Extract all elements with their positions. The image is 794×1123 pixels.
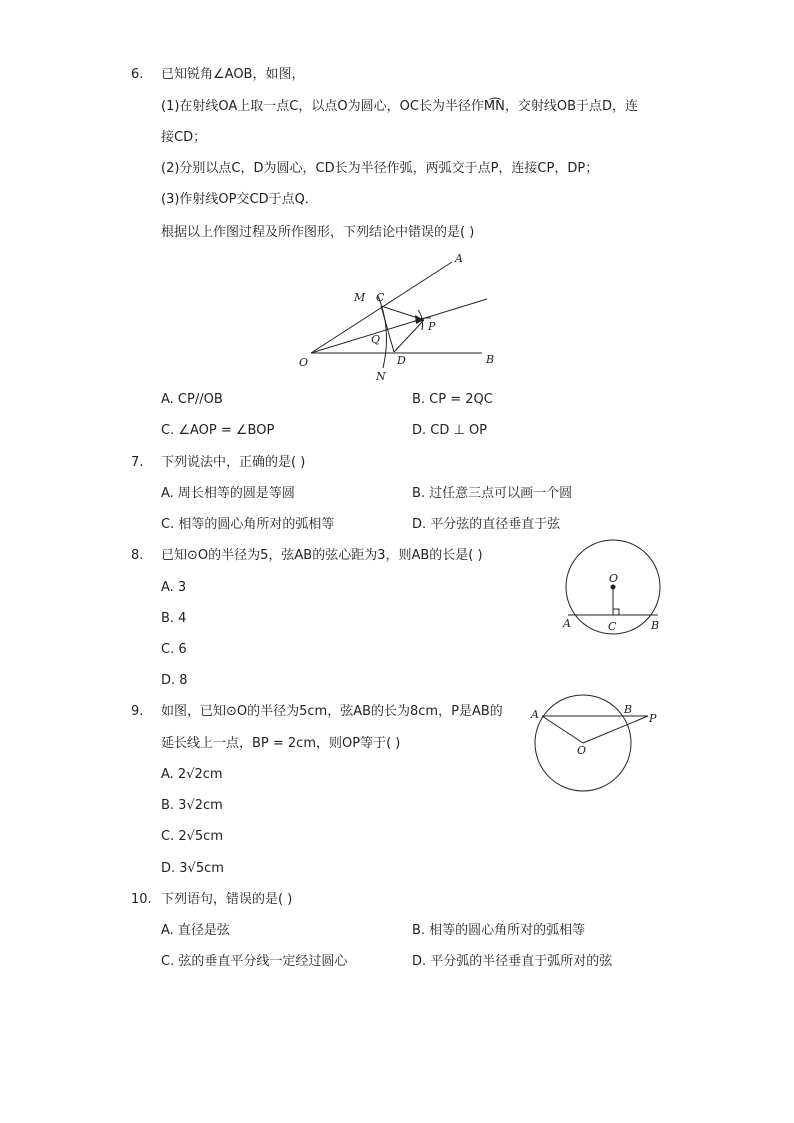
label-b: B [486,353,495,366]
label-p: P [428,320,436,333]
q8-label-c: C [608,620,617,633]
q9-option-c[interactable]: C. 2√5cm [161,829,223,844]
q10-number: 10. [131,892,152,907]
q8-label-b: B [651,619,660,632]
q8-option-c[interactable]: C. 6 [161,642,187,657]
q9-option-b[interactable]: B. 3√2cm [161,798,223,813]
q8-number: 8. [131,548,144,563]
label-m: M [354,291,366,304]
label-n: N [376,370,386,383]
q9-label-o: O [577,744,587,757]
label-o: O [299,356,309,369]
q8-stem: 已知⊙O的半径为5，弦AB的弦心距为3，则AB的长是( ) [161,548,483,563]
q9-label-p: P [649,712,657,725]
q10-option-b[interactable]: B. 相等的圆心角所对的弧相等 [412,923,586,938]
q6-option-b[interactable]: B. CP = 2QC [412,392,493,407]
q10-stem: 下列语句，错误的是( ) [161,892,293,907]
label-q: Q [371,333,381,346]
q8-option-b[interactable]: B. 4 [161,611,187,626]
q7-option-d[interactable]: D. 平分弦的直径垂直于弦 [412,517,561,532]
q6-step1-line1: (1)在射线OA上取一点C，以点O为圆心，OC长为半径作M͡N，交射线OB于点D，连 [161,99,639,114]
q7-number: 7. [131,455,144,470]
q7-option-b[interactable]: B. 过任意三点可以画一个圆 [412,486,573,501]
q6-option-c[interactable]: C. ∠AOP = ∠BOP [161,423,275,438]
q9-stem-line2: 延长线上一点，BP = 2cm，则OP等于( ) [161,736,401,751]
label-d: D [397,354,406,367]
q9-label-a: A [531,708,539,721]
q10-option-d[interactable]: D. 平分弧的半径垂直于弧所对的弦 [412,954,613,969]
q7-option-a[interactable]: A. 周长相等的圆是等圆 [161,486,295,501]
q9-option-d[interactable]: D. 3√5cm [161,861,224,876]
q8-label-a: A [563,617,571,630]
q9-stem-line1: 如图，已知⊙O的半径为5cm，弦AB的长为8cm，P是AB的 [161,704,503,719]
q10-option-a[interactable]: A. 直径是弦 [161,923,230,938]
q6-option-a[interactable]: A. CP//OB [161,392,223,407]
q10-option-c[interactable]: C. 弦的垂直平分线一定经过圆心 [161,954,348,969]
q9-option-a[interactable]: A. 2√2cm [161,767,223,782]
q8-label-o: O [609,572,619,585]
q8-option-d[interactable]: D. 8 [161,673,188,688]
label-a: A [455,252,463,265]
q6-step2: (2)分别以点C，D为圆心，CD长为半径作弧，两弧交于点P，连接CP，DP； [161,161,599,176]
q6-question: 根据以上作图过程及所作图形，下列结论中错误的是( ) [161,225,475,240]
q8-option-a[interactable]: A. 3 [161,580,187,595]
q6-stem: 已知锐角∠AOB，如图， [161,67,305,82]
q9-segment-oa [542,716,583,743]
label-c: C [376,291,385,304]
q6-number: 6. [131,67,144,82]
q6-option-d[interactable]: D. CD ⊥ OP [412,423,488,438]
q6-step1-line2: 接CD； [161,130,207,145]
q9-number: 9. [131,704,144,719]
q9-segment-op [583,716,648,743]
q9-label-b: B [624,703,633,716]
q6-step3: (3)作射线OP交CD于点Q． [161,192,318,207]
q7-option-c[interactable]: C. 相等的圆心角所对的弧相等 [161,517,335,532]
q7-stem: 下列说法中，正确的是( ) [161,455,306,470]
